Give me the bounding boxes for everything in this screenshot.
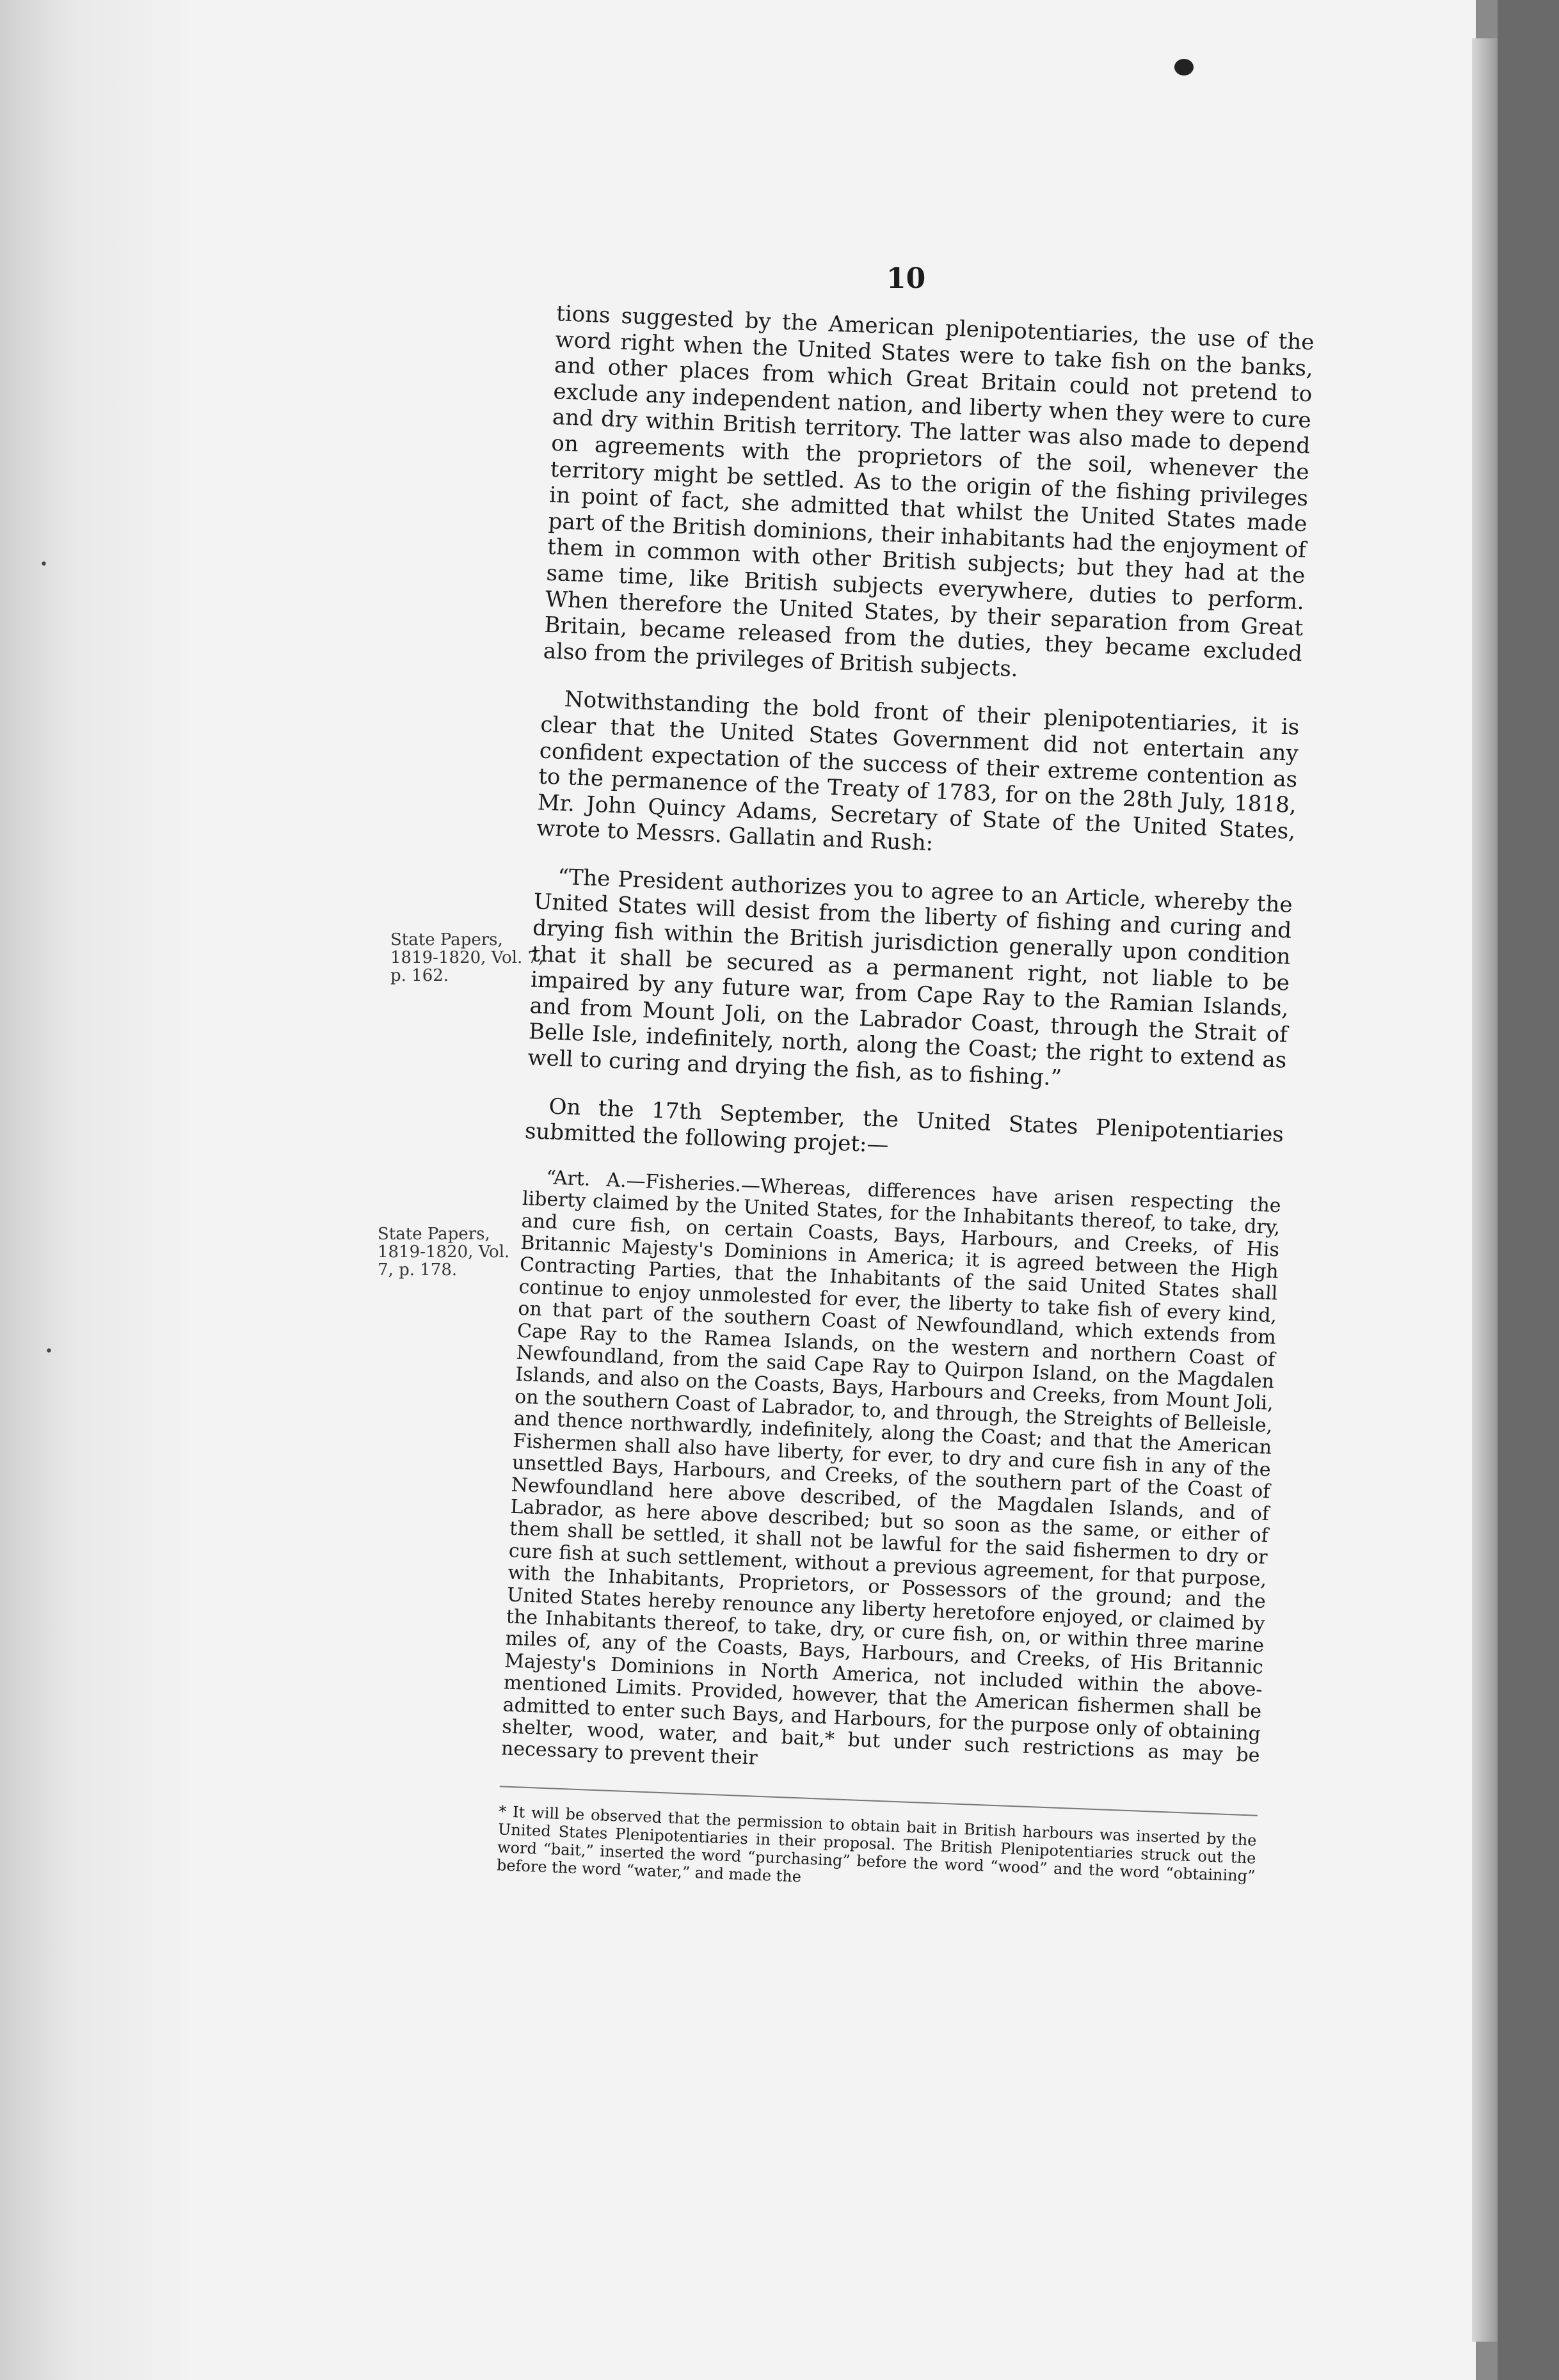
scan-left-margin: [0, 0, 186, 2380]
page-number: 10: [886, 262, 926, 295]
main-text: [496, 301, 1315, 1918]
page-edge: [1472, 38, 1498, 2342]
paragraph-1: tions suggested by the American plenipotentiaries, the use of the word right when the United States were to take fish on the banks, and other places from which Great Britain could not pretend to exclude any independent nation, and liberty when they were to cure and dry within British territory. The latter was also made to depend on agreements with the proprietors of the soil, whenever the territory might be settled. As to the origin of the fishing privileges in point of fact, she admitted that whilst the United States made part of the British dominions, their inhabitants had the enjoyment of them in common with other British subjects; but they had at the same time, like British subjects everywhere, duties to perform. When therefore the United States, by their separation from Great Britain, became released from the duties, they became excluded also from the privileges of British subjects.: [543, 301, 1315, 682]
scan-right-edge: [1498, 0, 1559, 2380]
margin-mark: •: [40, 557, 48, 573]
margin-note-2: State Papers, 1819-1820, Vol. 7, p. 178.: [378, 1225, 510, 1280]
library-stamp-icon: [1174, 59, 1194, 75]
paragraph-4: On the 17th September, the United States Plenipotentiaries submitted the following projet:—: [524, 1093, 1284, 1159]
paragraph-5: “Art. A.—Fisheries.—Whereas, differences have arisen respecting the liberty claimed by the United States, for the Inhabitants thereof, to take, dry, and cure fish, on certain Coasts, Bays, Harbours, and Creeks, of His Britannic Majesty's Dominions in America; it is agreed between the High Contracting Parties, that the Inhabitants of the said United States shall continue to enjoy unmolested for ever, the liberty to take fish of every kind, on that part of the southern Coast of Newfoundland, which extends from Cape Ray to the Ramea Islands, on the western and northern Coast of Newfoundland, from the said Cape Ray to Quirpon Island, on the Magdalen Islands, and also on the Coasts, Bays, Harbours and Creeks, from Mount Joli, on the southern Coast of Labrador, to, and through, the Streights of Belleisle, and thence northwardly, indefinitely, along the Coast; and that the American Fishermen shall also have liberty, for ever, to dry and cure fish in any of the unsettled Bays, Harbours, and Creeks, of the southern part of the Coast of Newfoundland here above described, of the Magdalen Islands, and of Labrador, as here above described; but so soon as the same, or either of them shall be settled, it shall not be lawful for the said fishermen to dry or cure fish at such settlement, without a previous agreement, for that purpose, with the Inhabitants, Proprietors, or Possessors of the ground; and the United States hereby renounce any liberty heretofore enjoyed, or claimed by the Inhabitants thereof, to take, dry, or cure fish, on, or within three marine miles of, any of the Coasts, Bays, Harbours, and Creeks, of His Britannic Majesty's Dominions in North America, not included within the above-mentioned Limits. Provided, however, that the American fishermen shall be admitted to enter such Bays, and Harbours, for the purpose only of obtaining shelter, wood, water, and bait,* but under such restrictions as may be necessary to prevent their: [500, 1166, 1282, 1770]
paragraph-2: Notwithstanding the bold front of their plenipotentiaries, it is clear that the United States Government did not entertain any confident expectation of the success of their extreme contention as to the permanence of the Treaty of 1783, for on the 28th July, 1818, Mr. John Quincy Adams, Secretary of State of the United States, wrote to Messrs. Gallatin and Rush:: [536, 686, 1300, 857]
footnote: * It will be observed that the permission to obtain bait in British harbours was inserted by the United States Plenipotentiaries in their proposal. The British Plenipotentiaries struck out the word “bait,” inserted the word “purchasing” before the word “wood” and the word “obtaining” before the word “water,” and made the: [496, 1802, 1257, 1886]
margin-note-1: State Papers, 1819-1820, Vol. 7, p. 162.: [390, 930, 544, 985]
paragraph-3: “The President authorizes you to agree to an Article, whereby the United States will desist from the liberty of fishing and curing and drying fish within the British jurisdiction generally upon condition that it shall be secured as a permanent right, not liable to be impaired by any future war, from Cape Ray to the Ramian Islands, and from Mount Joli, on the Labrador Coast, through the Strait of Belle Isle, indefinitely, north, along the Coast; the right to extend as well to curing and drying the fish, as to fishing.”: [527, 864, 1293, 1091]
margin-mark: •: [45, 1344, 53, 1360]
